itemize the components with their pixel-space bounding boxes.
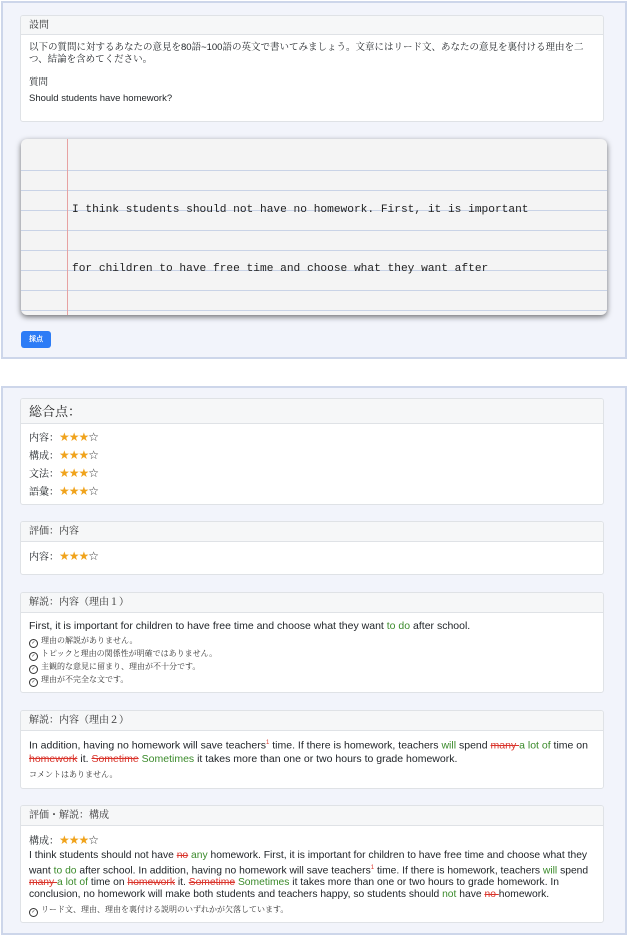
star-icon: ★: [68, 448, 79, 462]
essay-text[interactable]: [72, 162, 592, 315]
score-row-structure: [29, 447, 595, 465]
grade-button[interactable]: 採点: [21, 331, 51, 348]
reason1-note: ✓ トピックと理由の関係性が明確ではありません。: [29, 648, 595, 661]
instruction-text: 以下の質問に対するあなたの意見を80語~100語の英文で書いてみましょう。文章にはリード文、あなたの意見を裏付ける理由を二つ、結論を含めてください。: [29, 42, 584, 65]
total-score-title: 総合点：: [21, 399, 603, 424]
star-rating: [59, 466, 98, 480]
star-empty-icon: ☆: [88, 448, 99, 462]
essay-textarea[interactable]: [21, 139, 607, 315]
score-label: 内容：: [29, 433, 59, 444]
reason1-card: [20, 592, 604, 693]
star-icon: ★: [68, 484, 79, 498]
total-score-card: [20, 398, 604, 505]
score-row-content: [29, 429, 595, 447]
essay-line: I think students should not have no homework. First, it is important: [72, 204, 529, 217]
footnote-marker: 1: [370, 865, 375, 871]
results-panel: [1, 386, 627, 935]
check-circle-icon: ✓: [29, 665, 38, 674]
score-label: 構成：: [29, 451, 59, 462]
reason1-sentence: First, it is important for children to have free time and choose what they want to do after school.: [29, 620, 471, 632]
question-panel: [1, 1, 627, 359]
insertion: any: [191, 850, 208, 861]
insertion: to do: [386, 620, 411, 632]
star-icon: ★: [78, 549, 89, 563]
score-label: 内容：: [29, 552, 59, 563]
star-rating: [59, 833, 98, 847]
question-card: [20, 15, 604, 122]
deletion: Sometime: [91, 752, 139, 765]
eval-content-row: [29, 548, 595, 566]
check-circle-icon: ✓: [29, 652, 38, 661]
deletion: Sometime: [188, 877, 236, 889]
reason1-note: ✓ 理由の解説がありません。: [29, 635, 595, 648]
question-card-header: 設問: [21, 16, 603, 35]
reason2-comment: コメントはありません。: [29, 769, 118, 779]
reason1-header: 解説：内容（理由１）: [21, 593, 603, 613]
essay-line: for children to have free time and choose what they want after: [72, 262, 489, 275]
star-icon: ★: [59, 549, 69, 563]
deletion: many: [490, 739, 520, 752]
star-icon: ★: [68, 549, 79, 563]
deletion: homework: [127, 877, 175, 889]
paper-margin-line: [67, 139, 68, 315]
score-row-grammar: [29, 465, 595, 483]
star-icon: ★: [59, 833, 69, 847]
star-icon: ★: [78, 466, 89, 480]
insertion: Sometimes: [141, 752, 195, 765]
star-icon: ★: [68, 466, 79, 480]
star-rating: [59, 549, 98, 563]
star-empty-icon: ☆: [88, 466, 99, 480]
reason2-card: [20, 710, 604, 789]
insertion: not: [442, 889, 457, 901]
star-icon: ★: [59, 430, 69, 444]
eval-content-card: [20, 521, 604, 575]
star-empty-icon: ☆: [88, 549, 99, 563]
question-label: 質問: [29, 77, 49, 88]
reason1-note: ✓ 理由が不完全な文です。: [29, 674, 595, 687]
check-circle-icon: ✓: [29, 908, 38, 917]
structure-note: ✓ リード文、理由、理由を裏付ける説明のいずれかが欠落しています。: [29, 904, 595, 917]
star-icon: ★: [68, 430, 79, 444]
star-icon: ★: [78, 448, 89, 462]
structure-header: 評価・解説：構成: [21, 806, 603, 826]
insertion: Sometimes: [237, 877, 290, 889]
eval-content-header: 評価：内容: [21, 522, 603, 542]
structure-card: [20, 805, 604, 923]
deletion: no: [484, 889, 499, 901]
star-icon: ★: [59, 466, 69, 480]
star-icon: ★: [68, 833, 79, 847]
deletion: homework: [29, 752, 78, 765]
insertion: will: [441, 739, 457, 752]
reason2-sentence: In addition, having no homework will save teachers$^1$ time. If there is homework, teachers will spend many a lot of time on homework it. Sometime Sometimes it takes more than one or two hours to grade homework.: [29, 739, 588, 765]
score-row-vocabulary: [29, 483, 595, 501]
star-empty-icon: ☆: [88, 484, 99, 498]
reason2-header: 解説：内容（理由２）: [21, 711, 603, 731]
star-empty-icon: ☆: [88, 833, 99, 847]
deletion: many: [29, 877, 58, 889]
star-icon: ★: [59, 448, 69, 462]
check-circle-icon: ✓: [29, 678, 38, 687]
deletion: no: [176, 850, 189, 861]
score-label: 構成：: [29, 836, 59, 847]
structure-score-row: [29, 832, 595, 850]
check-circle-icon: ✓: [29, 639, 38, 648]
star-icon: ★: [78, 430, 89, 444]
star-rating: [59, 448, 98, 462]
star-empty-icon: ☆: [88, 430, 99, 444]
footnote-marker: 1: [265, 740, 270, 746]
star-icon: ★: [78, 484, 89, 498]
insertion: a lot of: [519, 739, 551, 752]
structure-essay-corrected: I think students should not have no any homework. First, it is important for children to have free time and choose what they want to do after school. In addition, having no homework will save teachers$^1$ time. If there is homework, teachers will spend many a lot of time on homework it. Sometime Sometimes it takes more than one or two hours to grade homework. In conclusion, no homework will make both students and teachers happy, so students should not have no homework.: [29, 850, 589, 901]
reason1-note: ✓ 主観的な意見に留まり、理由が不十分です。: [29, 661, 595, 674]
star-icon: ★: [78, 833, 89, 847]
insertion: a lot of: [57, 877, 88, 889]
star-rating: [59, 430, 98, 444]
insertion: to do: [53, 865, 77, 877]
star-icon: ★: [59, 484, 69, 498]
star-rating: [59, 484, 98, 498]
question-text: Should students have homework?: [29, 93, 173, 104]
score-label: 語彙：: [29, 487, 59, 498]
insertion: will: [542, 865, 558, 877]
score-label: 文法：: [29, 469, 59, 480]
